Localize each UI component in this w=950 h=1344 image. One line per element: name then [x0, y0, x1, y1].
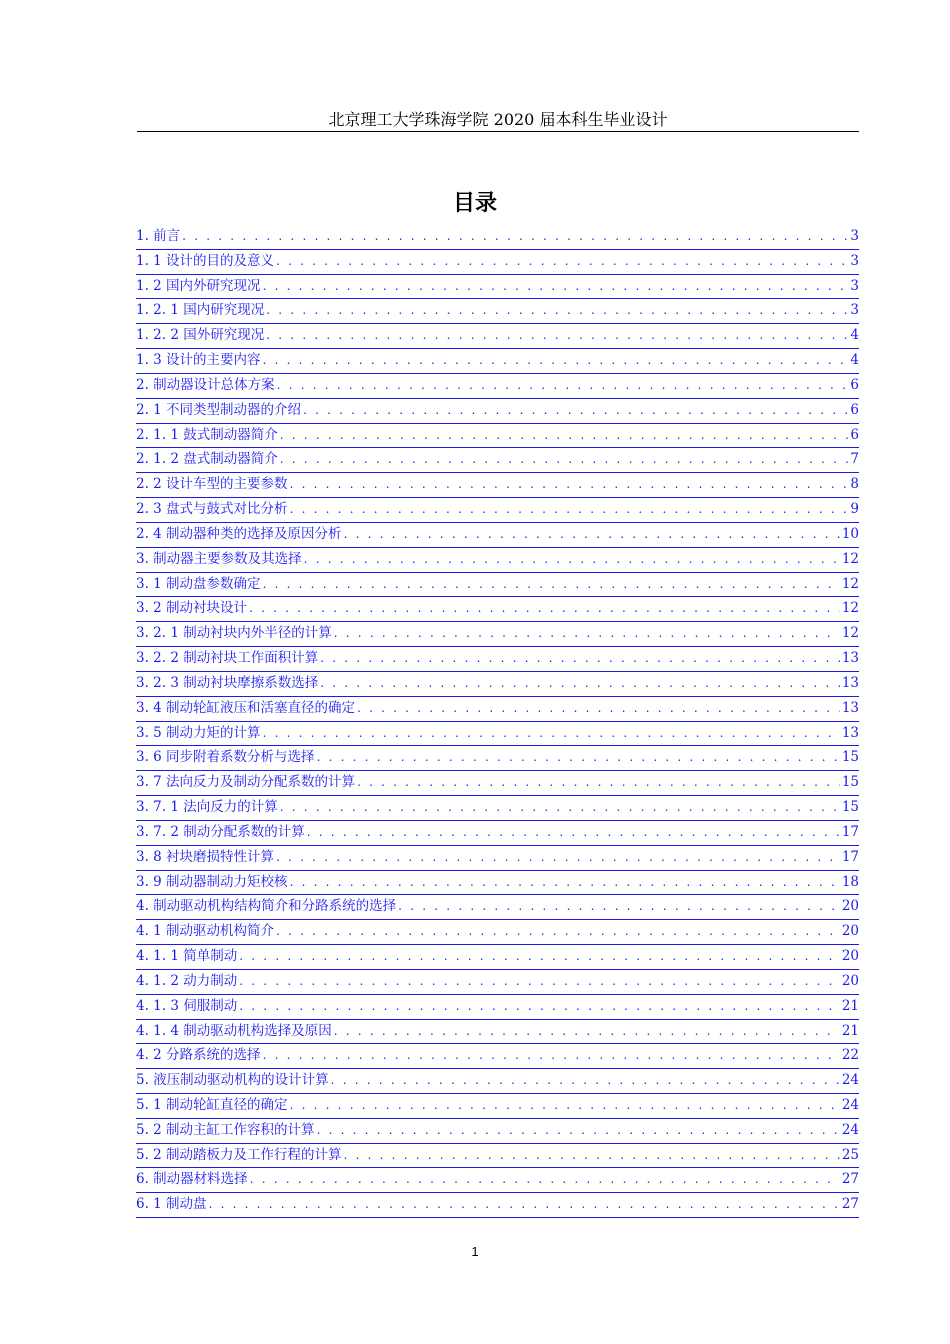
toc-dot-leader: [344, 1144, 840, 1166]
toc-entry-page: 27: [841, 1171, 859, 1188]
toc-entry[interactable]: [136, 945, 859, 970]
toc-entry[interactable]: [136, 697, 859, 722]
toc-entry-page: 13: [841, 699, 859, 716]
toc-dot-leader: [334, 1020, 840, 1042]
toc-entry-page: 20: [841, 972, 859, 989]
toc-entry[interactable]: [136, 920, 859, 945]
toc-entry-page: 13: [841, 724, 859, 741]
toc-dot-leader: [307, 821, 840, 843]
toc-entry-label: 3. 1 制动盘参数确定: [136, 575, 261, 592]
toc-entry-label: 2. 1. 2 盘式制动器简介: [136, 451, 278, 468]
toc-entry-page: 21: [841, 997, 859, 1014]
header-rule: [137, 131, 859, 132]
toc-entry[interactable]: [136, 275, 859, 300]
toc-entry[interactable]: [136, 846, 859, 871]
toc-entry[interactable]: [136, 324, 859, 349]
toc-entry-page: 20: [841, 948, 859, 965]
toc-entry[interactable]: [136, 225, 859, 250]
toc-entry[interactable]: [136, 573, 859, 598]
toc-entry-page: 17: [841, 823, 859, 840]
toc-entry-page: 6: [850, 401, 859, 418]
toc-entry-page: 15: [841, 774, 859, 791]
toc-entry-page: 4: [850, 327, 859, 344]
toc-entry[interactable]: [136, 647, 859, 672]
toc-entry-label: 3. 制动器主要参数及其选择: [136, 550, 302, 567]
toc-entry-label: 3. 4 制动轮缸液压和活塞直径的确定: [136, 699, 356, 716]
toc-entry[interactable]: [136, 597, 859, 622]
toc-entry[interactable]: [136, 622, 859, 647]
toc-entry-label: 5. 1 制动轮缸直径的确定: [136, 1096, 288, 1113]
toc-entry[interactable]: [136, 473, 859, 498]
toc-dot-leader: [239, 995, 840, 1017]
toc-entry-page: 15: [841, 749, 859, 766]
toc-entry-label: 2. 制动器设计总体方案: [136, 376, 275, 393]
toc-dot-leader: [290, 871, 840, 893]
toc-entry-page: 8: [850, 476, 859, 493]
page-number: 1: [471, 1244, 479, 1259]
toc-entry-page: 7: [850, 451, 859, 468]
toc-entry-label: 1. 2. 2 国外研究现况: [136, 327, 265, 344]
toc-entry-label: 1. 1 设计的目的及意义: [136, 252, 275, 269]
toc-dot-leader: [276, 846, 840, 868]
toc-entry[interactable]: [136, 970, 859, 995]
toc-entry-label: 1. 2. 1 国内研究现况: [136, 302, 265, 319]
toc-dot-leader: [276, 250, 848, 272]
toc-entry[interactable]: [136, 399, 859, 424]
toc-entry[interactable]: [136, 746, 859, 771]
toc-dot-leader: [182, 225, 848, 247]
toc-dot-leader: [317, 1119, 840, 1141]
toc-dot-leader: [263, 275, 849, 297]
toc-entry[interactable]: [136, 1119, 859, 1144]
toc-entry-label: 5. 液压制动驱动机构的设计计算: [136, 1072, 329, 1089]
toc-entry-label: 2. 3 盘式与鼓式对比分析: [136, 501, 288, 518]
toc-entry[interactable]: [136, 1094, 859, 1119]
toc-dot-leader: [304, 548, 840, 570]
toc-dot-leader: [266, 299, 848, 321]
toc-entry[interactable]: [136, 498, 859, 523]
toc-dot-leader: [398, 895, 840, 917]
toc-entry-page: 24: [841, 1121, 859, 1138]
toc-title: 目录: [452, 191, 497, 216]
toc-entry-label: 4. 1. 1 简单制动: [136, 948, 238, 965]
toc-entry-page: 12: [841, 625, 859, 642]
toc-entry-page: 18: [841, 873, 859, 890]
toc-dot-leader: [344, 523, 840, 545]
toc-entry-page: 21: [841, 1022, 859, 1039]
toc-dot-leader: [357, 771, 840, 793]
toc-entry-page: 3: [850, 228, 859, 244]
toc-entry-label: 3. 2 制动衬块设计: [136, 600, 248, 617]
toc-dot-leader: [263, 573, 840, 595]
toc-entry-label: 5. 2 制动踏板力及工作行程的计算: [136, 1146, 342, 1163]
toc-entry-page: 22: [841, 1047, 859, 1064]
toc-entry-page: 3: [850, 277, 859, 294]
toc-entry-page: 13: [841, 674, 859, 691]
toc-entry[interactable]: [136, 722, 859, 747]
toc-entry[interactable]: [136, 1168, 859, 1193]
toc-entry[interactable]: [136, 548, 859, 573]
toc-dot-leader: [249, 597, 840, 619]
toc-entry-label: 2. 4 制动器种类的选择及原因分析: [136, 525, 342, 542]
toc-entry-page: 12: [841, 550, 859, 567]
toc-entry-label: 3. 9 制动器制动力矩校核: [136, 873, 288, 890]
toc-entry[interactable]: [136, 1069, 859, 1094]
toc-entry-label: 6. 1 制动盘: [136, 1196, 207, 1213]
toc-entry-page: 25: [841, 1146, 859, 1163]
toc-entry-label: 1. 前言: [136, 228, 181, 244]
toc-entry-page: 6: [850, 426, 859, 443]
toc-entry-label: 3. 5 制动力矩的计算: [136, 724, 261, 741]
toc-dot-leader: [331, 1069, 840, 1091]
toc-entry-label: 4. 2 分路系统的选择: [136, 1047, 261, 1064]
toc-dot-leader: [320, 647, 840, 669]
toc-entry-label: 3. 2. 3 制动衬块摩擦系数选择: [136, 674, 319, 691]
toc-entry[interactable]: [136, 523, 859, 548]
toc-entry-label: 2. 1. 1 鼓式制动器简介: [136, 426, 278, 443]
toc-entry[interactable]: [136, 448, 859, 473]
toc-entry-page: 24: [841, 1072, 859, 1089]
toc-entry-label: 6. 制动器材料选择: [136, 1171, 248, 1188]
toc-dot-leader: [239, 945, 840, 967]
toc-entry-label: 1. 2 国内外研究现况: [136, 277, 261, 294]
table-of-contents: [136, 225, 859, 1218]
toc-dot-leader: [303, 399, 848, 421]
toc-entry-page: 27: [841, 1196, 859, 1213]
toc-entry-page: 20: [841, 898, 859, 915]
toc-entry-page: 20: [841, 923, 859, 940]
toc-entry-label: 3. 7. 1 法向反力的计算: [136, 799, 278, 816]
toc-dot-leader: [334, 622, 840, 644]
toc-entry-label: 4. 制动驱动机构结构简介和分路系统的选择: [136, 898, 397, 915]
toc-entry[interactable]: [136, 895, 859, 920]
toc-dot-leader: [280, 448, 849, 470]
toc-entry-page: 3: [850, 302, 859, 319]
toc-entry-page: 12: [841, 600, 859, 617]
toc-entry-label: 3. 2. 1 制动衬块内外半径的计算: [136, 625, 332, 642]
toc-entry[interactable]: [136, 424, 859, 449]
toc-entry-label: 3. 7 法向反力及制动分配系数的计算: [136, 774, 356, 791]
toc-entry[interactable]: [136, 1144, 859, 1169]
toc-dot-leader: [317, 746, 840, 768]
toc-entry[interactable]: [136, 821, 859, 846]
toc-entry[interactable]: [136, 1044, 859, 1069]
toc-entry[interactable]: [136, 1020, 859, 1045]
toc-dot-leader: [280, 796, 840, 818]
toc-entry[interactable]: [136, 349, 859, 374]
toc-dot-leader: [263, 1044, 840, 1066]
toc-entry-page: 4: [850, 352, 859, 369]
toc-entry-label: 4. 1. 2 动力制动: [136, 972, 238, 989]
toc-entry-label: 3. 6 同步附着系数分析与选择: [136, 749, 315, 766]
toc-entry-page: 15: [841, 799, 859, 816]
toc-entry-label: 3. 8 衬块磨损特性计算: [136, 848, 275, 865]
toc-entry[interactable]: [136, 672, 859, 697]
toc-entry-label: 3. 7. 2 制动分配系数的计算: [136, 823, 305, 840]
toc-dot-leader: [290, 498, 849, 520]
toc-dot-leader: [290, 1094, 840, 1116]
toc-dot-leader: [276, 920, 840, 942]
toc-dot-leader: [290, 473, 849, 495]
toc-entry[interactable]: [136, 796, 859, 821]
toc-dot-leader: [239, 970, 840, 992]
toc-entry[interactable]: [136, 871, 859, 896]
toc-dot-leader: [320, 672, 840, 694]
toc-entry-page: 10: [841, 525, 859, 542]
toc-dot-leader: [357, 697, 840, 719]
toc-entry[interactable]: [136, 1193, 859, 1218]
toc-entry[interactable]: [136, 771, 859, 796]
toc-dot-leader: [266, 324, 848, 346]
toc-entry-page: 24: [841, 1096, 859, 1113]
toc-entry-label: 2. 1 不同类型制动器的介绍: [136, 401, 302, 418]
toc-dot-leader: [277, 374, 849, 396]
toc-entry[interactable]: [136, 374, 859, 399]
toc-entry-label: 4. 1. 3 伺服制动: [136, 997, 238, 1014]
toc-dot-leader: [263, 722, 840, 744]
toc-entry-page: 17: [841, 848, 859, 865]
toc-entry-page: 6: [850, 376, 859, 393]
toc-entry-label: 5. 2 制动主缸工作容积的计算: [136, 1121, 315, 1138]
toc-entry[interactable]: [136, 995, 859, 1020]
toc-entry-page: 12: [841, 575, 859, 592]
toc-dot-leader: [280, 424, 849, 446]
toc-entry-label: 4. 1 制动驱动机构简介: [136, 923, 275, 940]
toc-entry-page: 13: [841, 650, 859, 667]
toc-dot-leader: [263, 349, 849, 371]
toc-entry[interactable]: [136, 250, 859, 275]
toc-entry-label: 1. 3 设计的主要内容: [136, 352, 261, 369]
toc-entry-page: 3: [850, 252, 859, 269]
toc-entry-page: 9: [850, 501, 859, 518]
toc-entry[interactable]: [136, 299, 859, 324]
toc-entry-label: 4. 1. 4 制动驱动机构选择及原因: [136, 1022, 332, 1039]
toc-dot-leader: [250, 1168, 840, 1190]
toc-entry-label: 3. 2. 2 制动衬块工作面积计算: [136, 650, 319, 667]
toc-entry-label: 2. 2 设计车型的主要参数: [136, 476, 288, 493]
toc-dot-leader: [209, 1193, 840, 1215]
page-header: 北京理工大学珠海学院 2020 届本科生毕业设计: [328, 110, 668, 129]
